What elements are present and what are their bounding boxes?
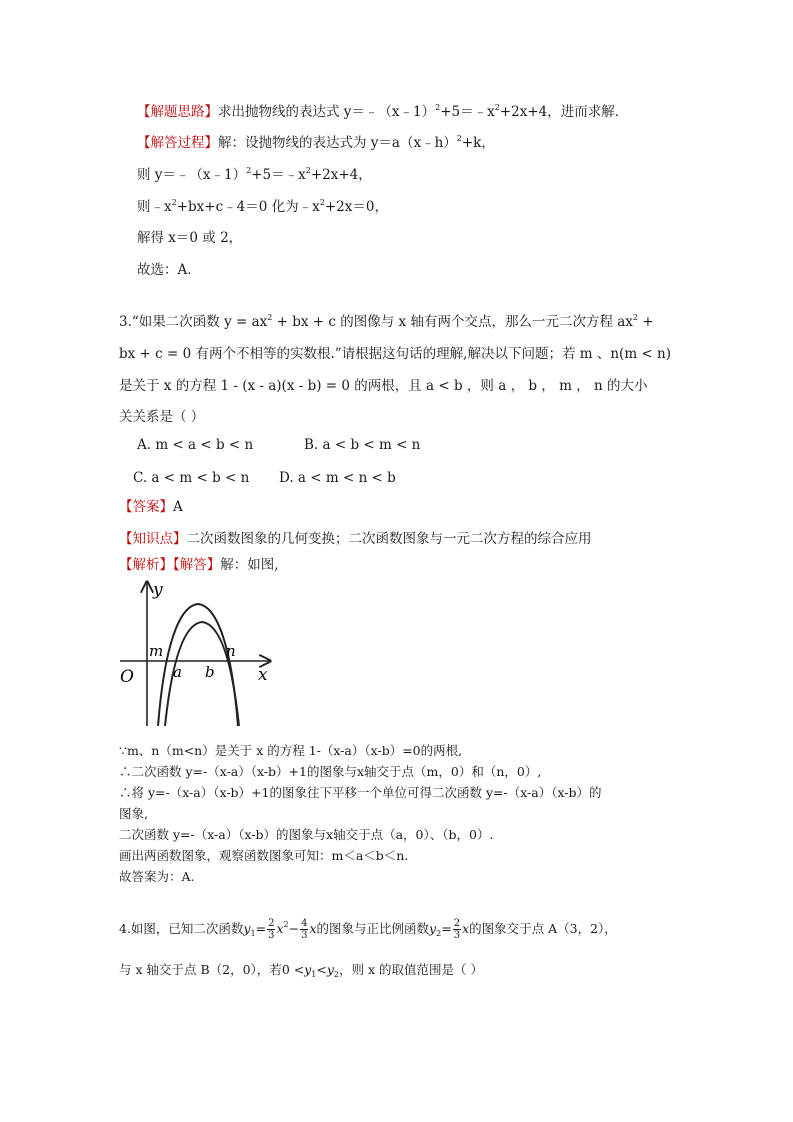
sol-line-1: ∵m、n（m<n）是关于 x 的方程 1-（x-a）（x-b）=0的两根, — [119, 743, 463, 758]
label-y: y — [153, 580, 163, 600]
label-a: a — [173, 663, 182, 681]
q3-option-b: B. a < b < m < n — [304, 437, 421, 453]
approach-tag: 【解题思路】 — [137, 104, 218, 120]
q3-line-4: 关关系是（ ） — [119, 409, 205, 425]
q4-line-2: 与 x 轴交于点 B（2，0），若$0 <y_1<y_2$，则 x 的取值范围是（ ） — [119, 962, 483, 979]
knowledge-tag: 【知识点】 — [119, 531, 187, 547]
label-b: b — [205, 663, 215, 681]
sol-line-4: 图象, — [119, 806, 148, 821]
answer-tag: 【答案】 — [119, 499, 173, 515]
process-step-2: 则$﹣x^2+bx+c﹣4=0$ 化为$﹣x^2+2x=0$， — [137, 198, 388, 215]
q3-line-1: 3.“如果二次函数 $y = ax^2$ + bx + c 的图像与 x 轴有两个交点，那么一元二次方程 $ax^2$ + — [119, 313, 654, 330]
fraction-2-3-b: $\frac{2}{3}$ — [453, 918, 461, 941]
q3-option-c: C. a < m < b < n — [133, 470, 250, 486]
fraction-2-3: $\frac{2}{3}$ — [268, 918, 275, 941]
parabola-figure — [112, 578, 282, 728]
answer-value: A — [173, 499, 183, 515]
sol-line-7: 故答案为：A. — [119, 869, 195, 884]
fraction-4-3: $\frac{4}{3}$ — [301, 918, 308, 941]
q3-line-2: bx + c = 0 有两个不相等的实数根.”请根据这句话的理解,解决以下问题；若 m 、n(m < n) — [119, 346, 671, 362]
q3-knowledge: 【知识点】二次函数图象的几何变换；二次函数图象与一元二次方程的综合应用 — [119, 531, 592, 547]
label-x: x — [258, 665, 268, 685]
approach-line: 【解题思路】求出抛物线的表达式 $y=﹣(x﹣1)^2+5=﹣x^2+2x+4$，进而求解． — [137, 103, 629, 120]
q3-line-3: 是关于 x 的方程 1 - (x - a)(x - b) = 0 的两根，且 a < b ，则 a ， b ， m ， n 的大小 — [119, 378, 648, 394]
sol-line-5: 二次函数 y=-（x-a）（x-b）的图象与x轴交于点（a，0）、（b，0）. — [119, 827, 494, 842]
process-line: 【解答过程】解：设抛物线的表达式为 y＝a（x﹣h）$^2$+k， — [137, 134, 495, 151]
process-tag: 【解答过程】 — [137, 135, 218, 151]
q3-answer — [119, 498, 183, 516]
q3-option-a: A. m < a < b < n — [137, 437, 254, 453]
sol-line-2: ∴二次函数 y=-（x-a）（x-b）+1的图象与x轴交于点（m，0）和（n，0）, — [119, 764, 542, 779]
q4-line-1: 4.如图，已知二次函数$y_1=$ $\frac{2}{3}$ $x^2-$ $\frac{4}{3}$ x的图象与正比例函数$y_2=$ $\frac{2}{3}$ x的图象交于点 A（3，2）， — [119, 918, 617, 941]
q3-analysis: 【解析】【解答】解：如图, — [119, 557, 279, 573]
label-m: m — [149, 642, 164, 660]
process-step-3: 解得 x＝0 或 2， — [137, 230, 243, 246]
analysis-tag: 【解析】【解答】 — [119, 557, 221, 573]
process-step-1: 则 $y=﹣(x﹣1)^2+5=﹣x^2+2x+4$， — [137, 166, 372, 183]
sol-line-3: ∴将 y=-（x-a）（x-b）+1的图象往下平移一个单位可得二次函数 y=-（x-a）（x-b）的 — [119, 785, 602, 800]
sol-line-6: 画出两函数图象，观察函数图象可知：m＜a＜b＜n. — [119, 848, 409, 863]
q3-option-d: D. a < m < n < b — [279, 470, 396, 486]
label-n: n — [226, 642, 236, 660]
label-o: O — [120, 667, 134, 687]
process-step-4: 故选：A． — [137, 262, 201, 278]
